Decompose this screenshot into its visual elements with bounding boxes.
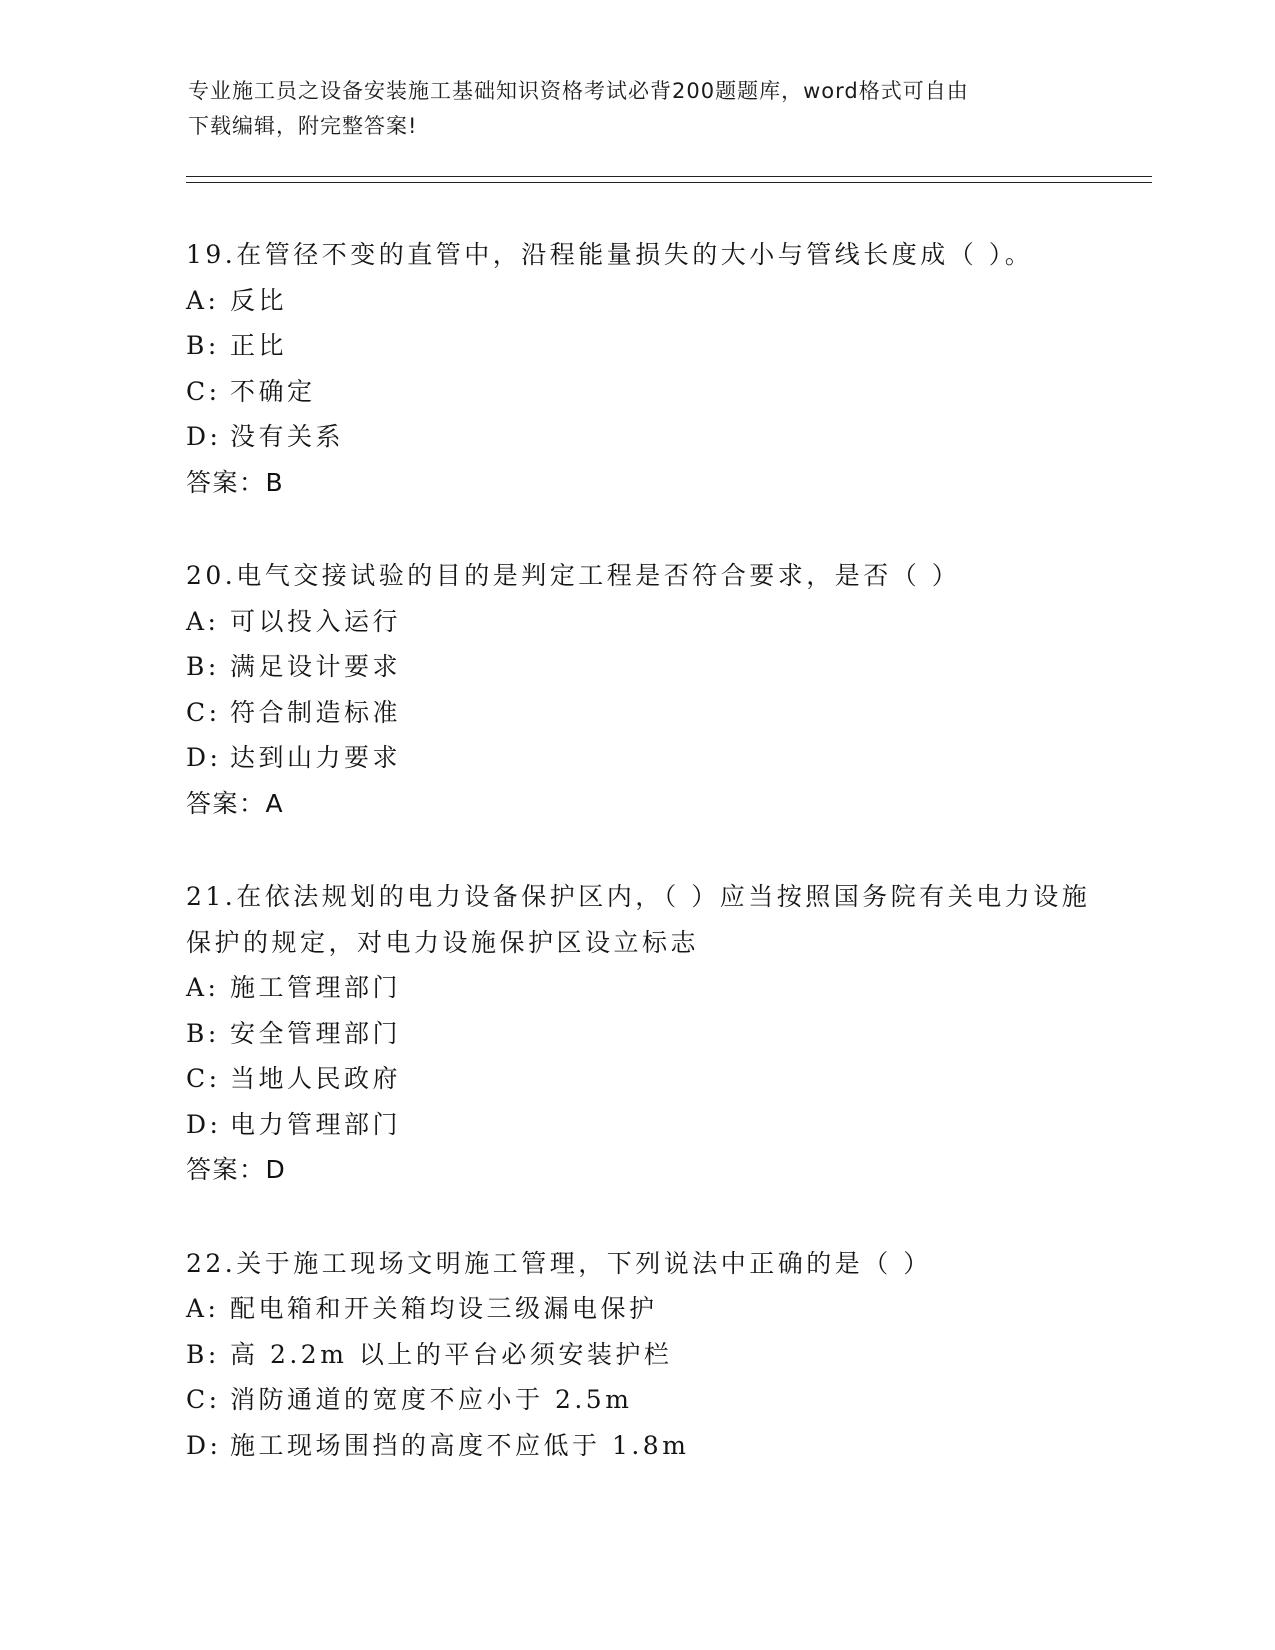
option-text: 可以投入运行 (230, 606, 402, 636)
option-b (186, 644, 1106, 690)
option-label: B: (186, 652, 220, 681)
option-label: C: (186, 1064, 221, 1093)
option-text: 当地人民政府 (230, 1064, 402, 1093)
question-text: 21.在依法规划的电力设备保护区内，（ ）应当按照国务院有关电力设施保护的规定，对电力设施保护区设立标志 (186, 882, 1091, 957)
option-text: 安全管理部门 (230, 1018, 402, 1048)
option-d (186, 735, 1106, 781)
option-label: D: (186, 1430, 222, 1460)
option-label: A: (186, 285, 220, 315)
option-label: A: (186, 973, 220, 1002)
option-text: 不确定 (230, 376, 316, 406)
question-22 (186, 1241, 1106, 1469)
option-b (186, 323, 1106, 369)
option-label: B: (186, 1339, 220, 1369)
option-c (186, 1056, 1106, 1102)
option-c (186, 690, 1106, 736)
option-b (186, 1011, 1106, 1057)
header-line-1: 专业施工员之设备安装施工基础知识资格考试必背200题题库，word格式可自由 (188, 79, 969, 103)
question-21 (186, 874, 1106, 1193)
option-label: D: (186, 1109, 222, 1139)
option-c (186, 369, 1106, 415)
option-label: C: (186, 1385, 221, 1414)
question-text: 20.电气交接试验的目的是判定工程是否符合要求，是否（ ） (186, 561, 961, 590)
header-rule-bottom (186, 182, 1152, 183)
option-text: 正比 (230, 331, 288, 360)
option-a (186, 965, 1106, 1011)
header-line-2: 下载编辑，附完整答案! (188, 114, 418, 138)
option-a (186, 599, 1106, 645)
question-list (186, 232, 1106, 1516)
option-text: 施工管理部门 (230, 973, 402, 1002)
option-label: C: (186, 697, 221, 727)
option-d (186, 1102, 1106, 1148)
answer: 答案：B (186, 467, 285, 497)
document-header (188, 74, 1088, 144)
option-text: 配电箱和开关箱均设三级漏电保护 (230, 1294, 658, 1323)
option-text: 消防通道的宽度不应小于 2.5m (230, 1385, 633, 1414)
option-b (186, 1332, 1106, 1378)
option-text: 施工现场围挡的高度不应低于 1.8m (230, 1430, 690, 1460)
option-text: 反比 (230, 285, 288, 315)
answer: 答案：A (186, 788, 285, 818)
option-label: A: (186, 1294, 220, 1323)
option-a (186, 278, 1106, 324)
question-19 (186, 232, 1106, 505)
option-label: D: (186, 743, 222, 772)
question-text: 22.关于施工现场文明施工管理，下列说法中正确的是（ ） (186, 1248, 932, 1278)
option-a (186, 1286, 1106, 1332)
option-text: 达到山力要求 (230, 743, 402, 772)
option-label: A: (186, 606, 220, 636)
option-text: 符合制造标准 (230, 697, 402, 727)
option-text: 满足设计要求 (230, 652, 402, 681)
header-rule-top (186, 176, 1152, 177)
question-text: 19.在管径不变的直管中，沿程能量损失的大小与管线长度成（ ）。 (186, 240, 1034, 269)
question-20 (186, 553, 1106, 826)
option-label: B: (186, 1018, 220, 1048)
option-label: D: (186, 422, 222, 451)
option-text: 高 2.2m 以上的平台必须安装护栏 (230, 1339, 673, 1369)
option-d (186, 1423, 1106, 1469)
option-text: 电力管理部门 (230, 1109, 402, 1139)
option-label: B: (186, 331, 220, 360)
option-text: 没有关系 (230, 422, 345, 451)
option-label: C: (186, 376, 221, 406)
option-c (186, 1377, 1106, 1423)
option-d (186, 414, 1106, 460)
answer: 答案：D (186, 1155, 287, 1184)
